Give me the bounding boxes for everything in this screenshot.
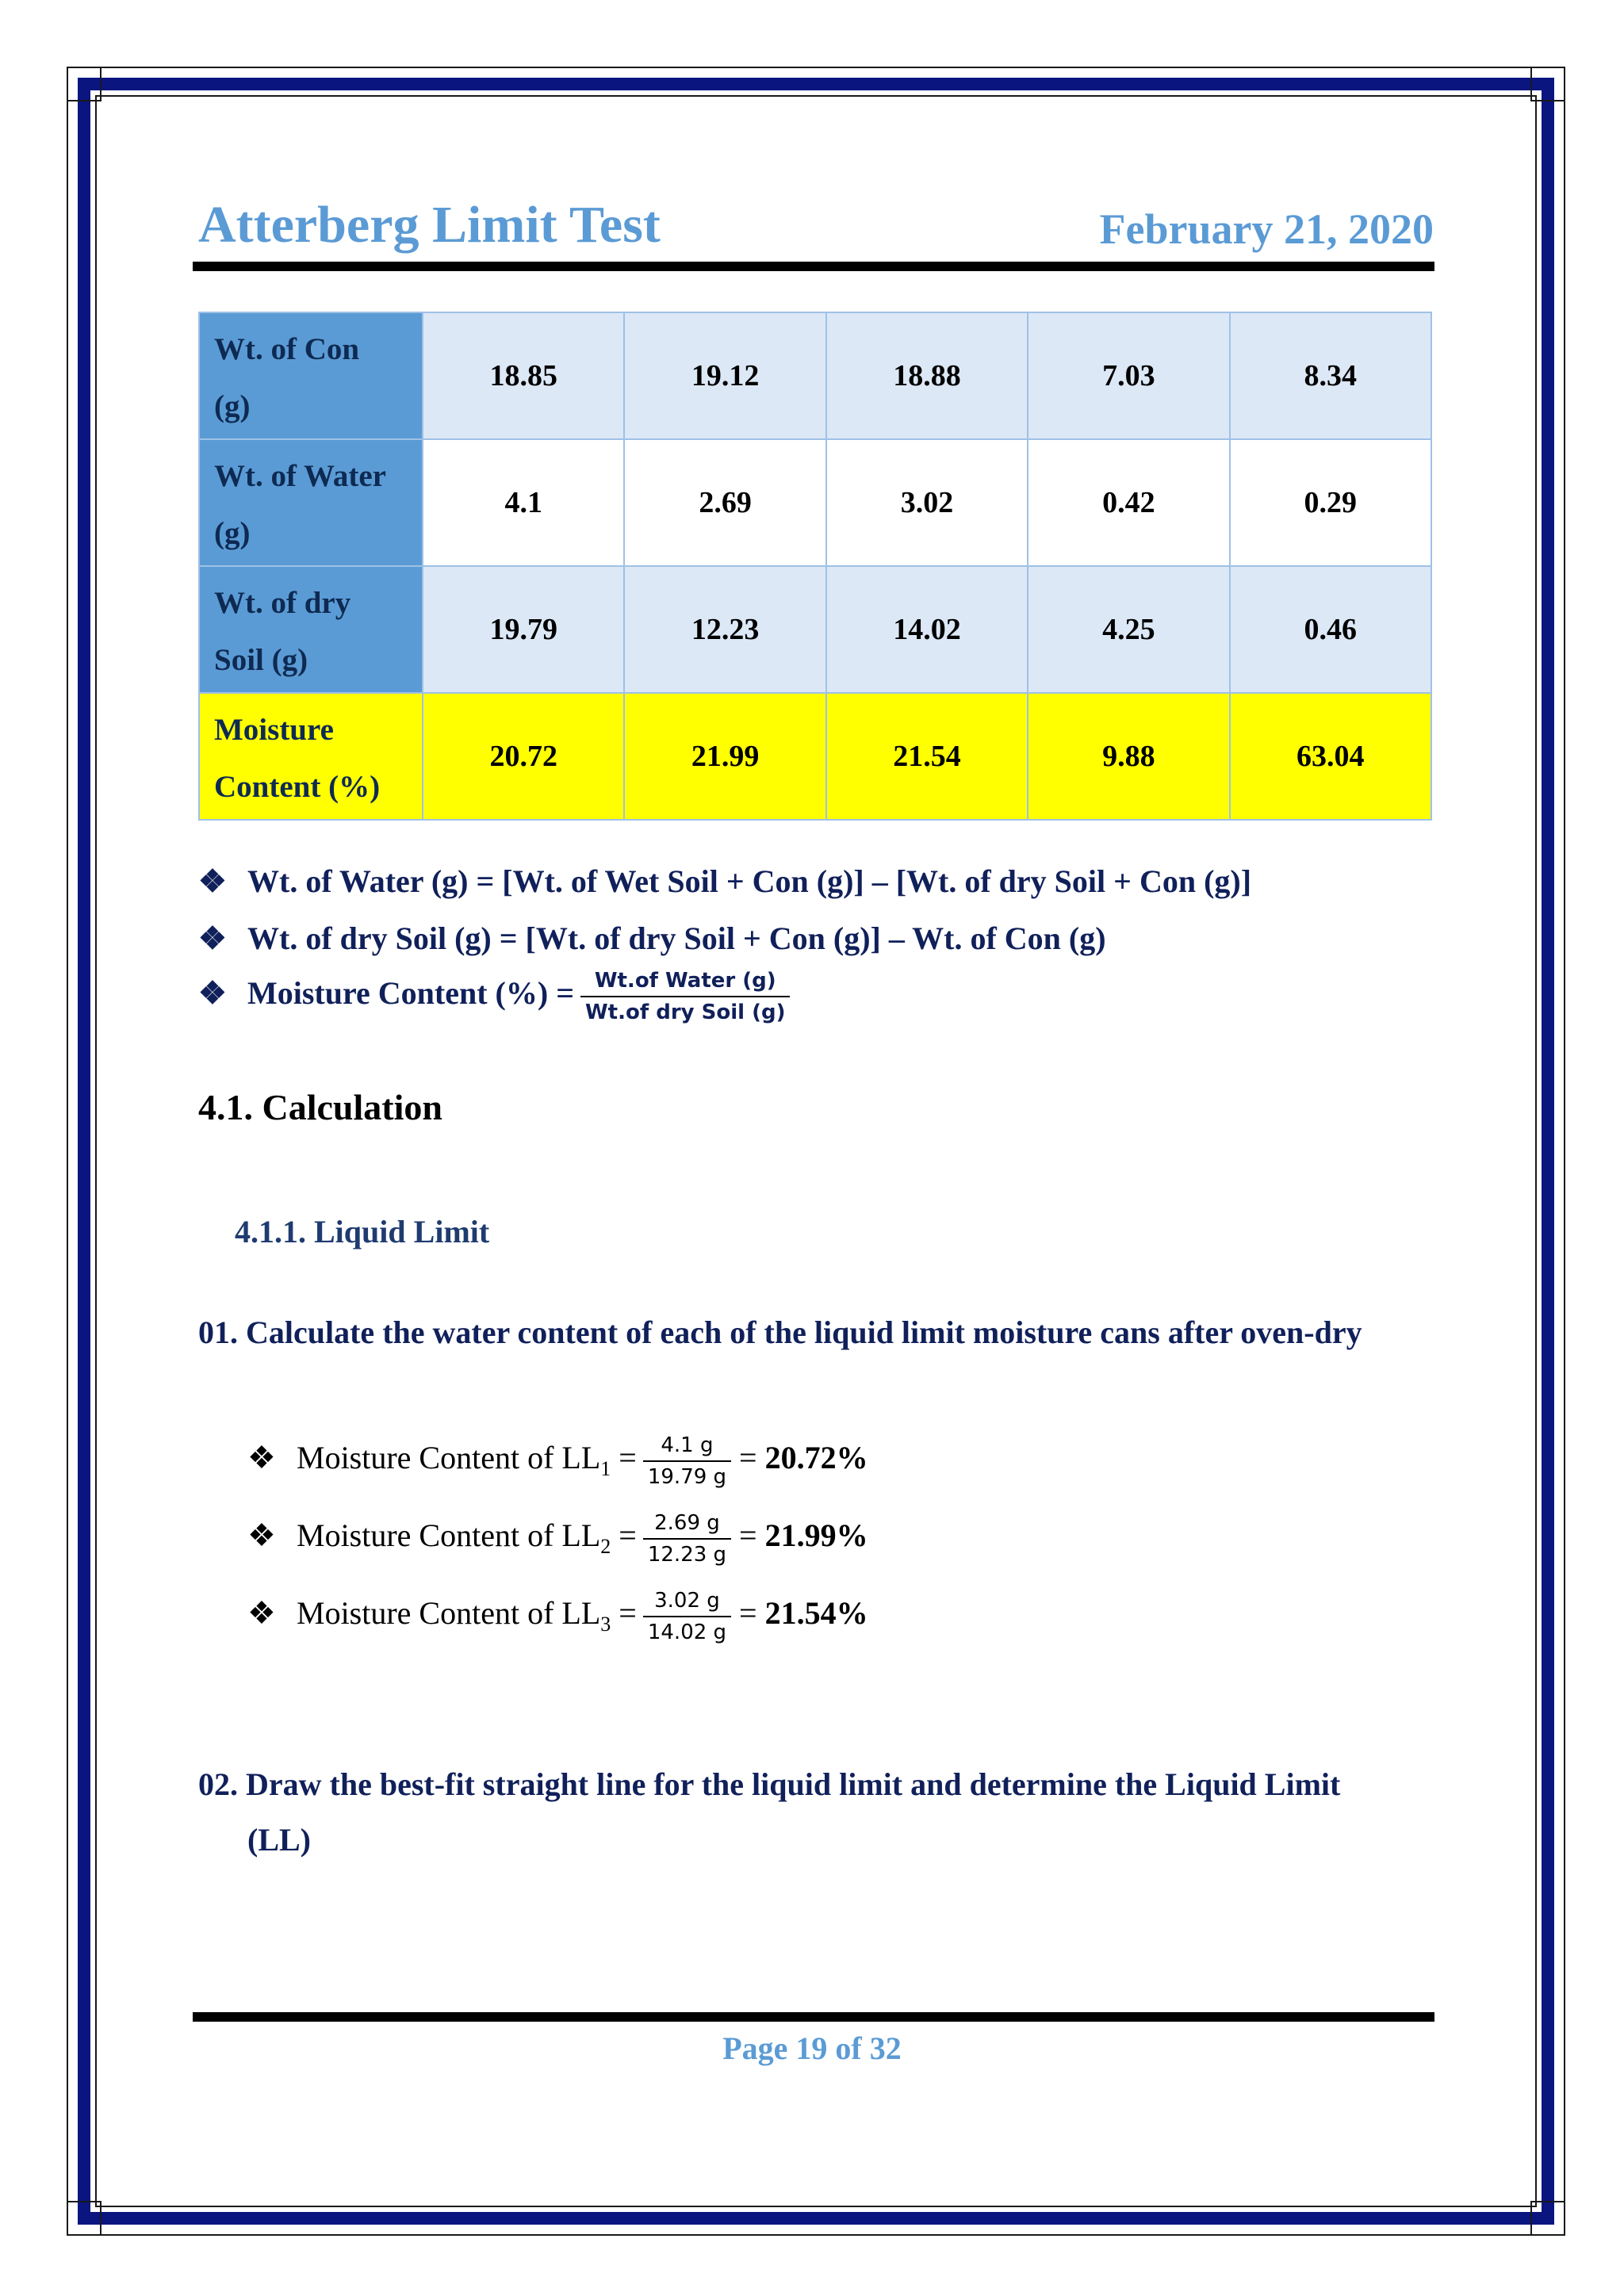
calc-subscript: 1 [600, 1457, 611, 1481]
fraction-denominator: 19.79 g [647, 1465, 727, 1489]
table-cell: 18.85 [423, 312, 624, 439]
row-header-line: Moisture [214, 713, 334, 747]
subsection-heading: 4.1.1. Liquid Limit [235, 1214, 490, 1249]
table-row [199, 312, 1431, 439]
table-cell: 7.03 [1028, 312, 1229, 439]
calc-label: Moisture Content of LL [297, 1595, 601, 1632]
header-title: Atterberg Limit Test [198, 196, 661, 254]
row-header-line: Wt. of dry [214, 586, 351, 620]
calc-subscript: 3 [600, 1613, 611, 1636]
table-cell: 0.29 [1230, 439, 1431, 566]
calc-line: ❖ Moisture Content of $LL_3$ = $\frac{3.02 g}{14.02 g}$ = 21.54% [247, 1589, 868, 1644]
diamond-bullet-icon: ❖ [247, 1517, 276, 1554]
moisture-table [198, 312, 1432, 821]
table-cell: 3.02 [826, 439, 1028, 566]
table-row-highlight [199, 693, 1431, 820]
border-corner-ornament [67, 2201, 102, 2236]
border-corner-ornament [1530, 2201, 1565, 2236]
table-cell: 12.23 [624, 566, 825, 693]
question-line: (LL) [247, 1822, 311, 1858]
table-cell: 4.1 [423, 439, 624, 566]
calc-label: Moisture Content of LL [297, 1440, 601, 1476]
fraction-denominator: 14.02 g [647, 1621, 727, 1644]
page-number: Page 19 of 32 [722, 2030, 902, 2066]
fraction-numerator: 4.1 g [643, 1433, 731, 1462]
diamond-bullet-icon: ❖ [198, 863, 227, 899]
table-row [199, 439, 1431, 566]
diamond-bullet-icon: ❖ [198, 920, 227, 956]
table-cell: 4.25 [1028, 566, 1229, 693]
row-header-line: Content (%) [214, 770, 381, 804]
header-date: February 21, 2020 [1099, 205, 1434, 253]
calc-result: 20.72% [764, 1440, 868, 1476]
row-header-line: Soil (g) [214, 643, 308, 677]
question-2 [198, 1757, 1435, 1868]
row-header [199, 566, 423, 693]
table-cell: 19.12 [624, 312, 825, 439]
question-1: 01. Calculate the water content of each of the liquid limit moisture cans after oven-dry [198, 1314, 1362, 1350]
fraction-numerator: 2.69 g [643, 1511, 731, 1540]
row-header-line: (g) [214, 389, 251, 423]
row-header-line: Wt. of Con [214, 332, 360, 366]
row-header [199, 312, 423, 439]
calc-result: 21.54% [764, 1595, 868, 1632]
fraction-numerator: 3.02 g [643, 1589, 731, 1617]
row-header [199, 693, 423, 820]
table-cell: 9.88 [1028, 693, 1229, 820]
diamond-bullet-icon: ❖ [198, 975, 227, 1012]
table-cell: 8.34 [1230, 312, 1431, 439]
section-heading: 4.1. Calculation [198, 1087, 442, 1127]
table-row [199, 566, 1431, 693]
fraction [643, 1511, 731, 1567]
calc-result: 21.99% [764, 1517, 868, 1554]
formula-water [198, 863, 1251, 900]
fraction-denominator: 12.23 g [647, 1543, 727, 1567]
diamond-bullet-icon: ❖ [247, 1440, 276, 1476]
table-cell: 2.69 [624, 439, 825, 566]
formula-text: Wt. of dry Soil (g) = [Wt. of dry Soil + Con (g)] – Wt. of Con (g) [247, 920, 1106, 956]
calc-label: Moisture Content of LL [297, 1517, 601, 1554]
row-header-line: (g) [214, 516, 251, 550]
border-corner-ornament [67, 67, 102, 101]
table-cell: 63.04 [1230, 693, 1431, 820]
table-cell: 14.02 [826, 566, 1028, 693]
border-corner-ornament [1530, 67, 1565, 101]
question-line: 02. Draw the best-fit straight line for the liquid limit and determine the Liquid Limit [198, 1766, 1341, 1802]
calc-line: ❖ Moisture Content of $LL_1$ = $\frac{4.1 g}{19.79 g}$ = 20.72% [247, 1433, 868, 1489]
table-cell: 20.72 [423, 693, 624, 820]
calc-subscript: 2 [600, 1535, 611, 1559]
table-cell: 19.79 [423, 566, 624, 693]
table-cell: 21.99 [624, 693, 825, 820]
row-header [199, 439, 423, 566]
fraction [580, 969, 790, 1024]
formula-text: Wt. of Water (g) = [Wt. of Wet Soil + Con (g)] – [Wt. of dry Soil + Con (g)] [247, 863, 1252, 899]
header-rule [193, 262, 1434, 271]
fraction [643, 1433, 731, 1489]
footer-rule [193, 2012, 1434, 2022]
formula-dry-soil [198, 920, 1106, 957]
fraction-numerator: Wt.of Water (g) [580, 969, 790, 997]
table-cell: 0.42 [1028, 439, 1229, 566]
table-cell: 0.46 [1230, 566, 1431, 693]
diamond-bullet-icon: ❖ [247, 1595, 276, 1632]
fraction [643, 1589, 731, 1644]
row-header-line: Wt. of Water [214, 459, 386, 493]
table-cell: 21.54 [826, 693, 1028, 820]
table-cell: 18.88 [826, 312, 1028, 439]
formula-text: Moisture Content (%) = [247, 975, 574, 1012]
fraction-denominator: Wt.of dry Soil (g) [585, 1001, 786, 1024]
calc-line: ❖ Moisture Content of $LL_2$ = $\frac{2.69 g}{12.23 g}$ = 21.99% [247, 1511, 868, 1567]
formula-moisture [198, 969, 790, 1024]
